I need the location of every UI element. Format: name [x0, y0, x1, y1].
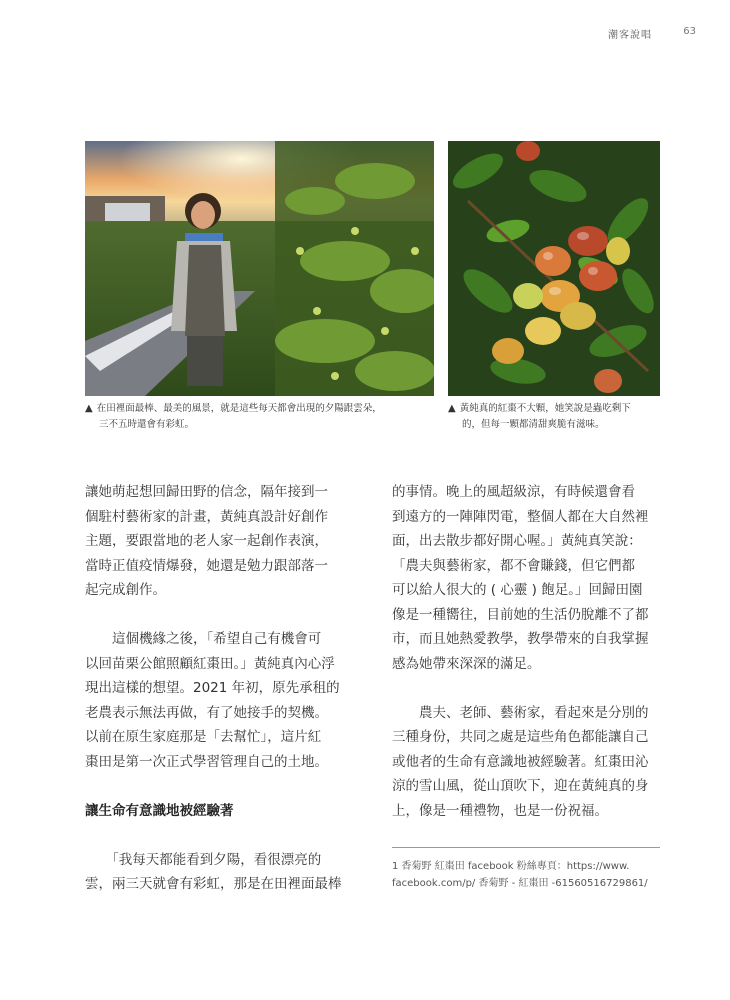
- caption-right-line1: 黃純真的紅棗不大顆，她笑說是蟲吃剩下: [459, 403, 631, 414]
- footnote-divider: [392, 847, 660, 848]
- body-line: 涼的雪山風，從山頂吹下，迎在黃純真的身: [392, 778, 649, 794]
- body-line: 三種身份，共同之處是這些角色都能讓自己: [392, 729, 649, 745]
- body-line: 或他者的生命有意識地被經驗著。紅棗田沁: [392, 753, 649, 770]
- body-line: 現出這樣的想望。2021 年初，原先承租的: [85, 680, 340, 696]
- section-subheading: 讓生命有意識地被經驗著: [85, 802, 234, 819]
- body-line: 的事情。晚上的風超級涼，有時候還會看: [392, 484, 635, 500]
- body-line: 感為她帶來深深的滿足。: [392, 655, 541, 672]
- body-line: 讓她萌起想回歸田野的信念，隔年接到一: [85, 484, 328, 500]
- photo-caption-left: [85, 401, 435, 433]
- body-line: 「我每天都能看到夕陽，看很漂亮的: [85, 851, 322, 868]
- body-line: 到遠方的一陣陣閃電，整個人都在大自然裡: [392, 508, 649, 525]
- photo-caption-right: [448, 401, 663, 433]
- body-line: 市，而且她熱愛教學，教學帶來的自我掌握: [392, 631, 649, 647]
- photo-farmer-sunset: [85, 141, 434, 396]
- caption-right-line2: 的，但每一顆都清甜爽脆有滋味。: [462, 419, 605, 430]
- footnote-line: 1 香菊野 紅棗田 facebook 粉絲專頁：https://www.: [392, 861, 630, 872]
- page-number: 63: [683, 26, 696, 37]
- body-line: 這個機緣之後，「希望自己有機會可: [85, 631, 322, 647]
- body-line: 雲，兩三天就會有彩虹，那是在田裡面最棒: [85, 876, 342, 892]
- body-line: 像是一種嚮往，目前她的生活仍脫離不了都: [392, 606, 649, 623]
- body-line: 上，像是一種禮物，也是一份祝福。: [392, 802, 608, 819]
- body-line: 面，出去散步都好開心喔。」黃純真笑說：: [392, 533, 642, 549]
- body-line: 個駐村藝術家的計畫，黃純真設計好創作: [85, 508, 328, 525]
- footnote-line: facebook.com/p/ 香菊野 - 紅棗田 -61560516729861/: [392, 878, 648, 889]
- body-line: 以前在原生家庭那是「去幫忙」，這片紅: [85, 729, 322, 745]
- running-header-section: 潮客說唱: [608, 30, 652, 41]
- caption-marker: ▲: [448, 403, 456, 414]
- body-line: 以回苗栗公館照顧紅棗田。」黃純真內心浮: [85, 655, 335, 672]
- caption-marker: ▲: [85, 403, 93, 414]
- body-line: 農夫、老師、藝術家，看起來是分別的: [392, 704, 649, 721]
- article-column-right: [392, 480, 662, 823]
- body-line: 主題，要跟當地的老人家一起創作表演，: [85, 533, 328, 549]
- body-line: 起完成創作。: [85, 582, 166, 598]
- article-column-left: [85, 480, 357, 897]
- body-line: 老農表示無法再做，有了她接手的契機。: [85, 704, 328, 721]
- body-line: 棗田是第一次正式學習管理自己的土地。: [85, 753, 328, 770]
- body-line: 「農夫與藝術家，都不會賺錢，但它們都: [392, 557, 635, 574]
- caption-left-line2: 三不五時還會有彩虹。: [99, 419, 195, 430]
- photo-jujube-fruits: [448, 141, 660, 396]
- body-line: 可以給人很大的 ( 心靈 ) 飽足。」回歸田園: [392, 582, 643, 598]
- caption-left-line1: 在田裡面最棒、最美的風景，就是這些每天都會出現的夕陽跟雲朵，: [96, 403, 382, 414]
- body-line: 當時正值疫情爆發，她還是勉力跟部落一: [85, 557, 328, 574]
- footnote: [392, 858, 662, 892]
